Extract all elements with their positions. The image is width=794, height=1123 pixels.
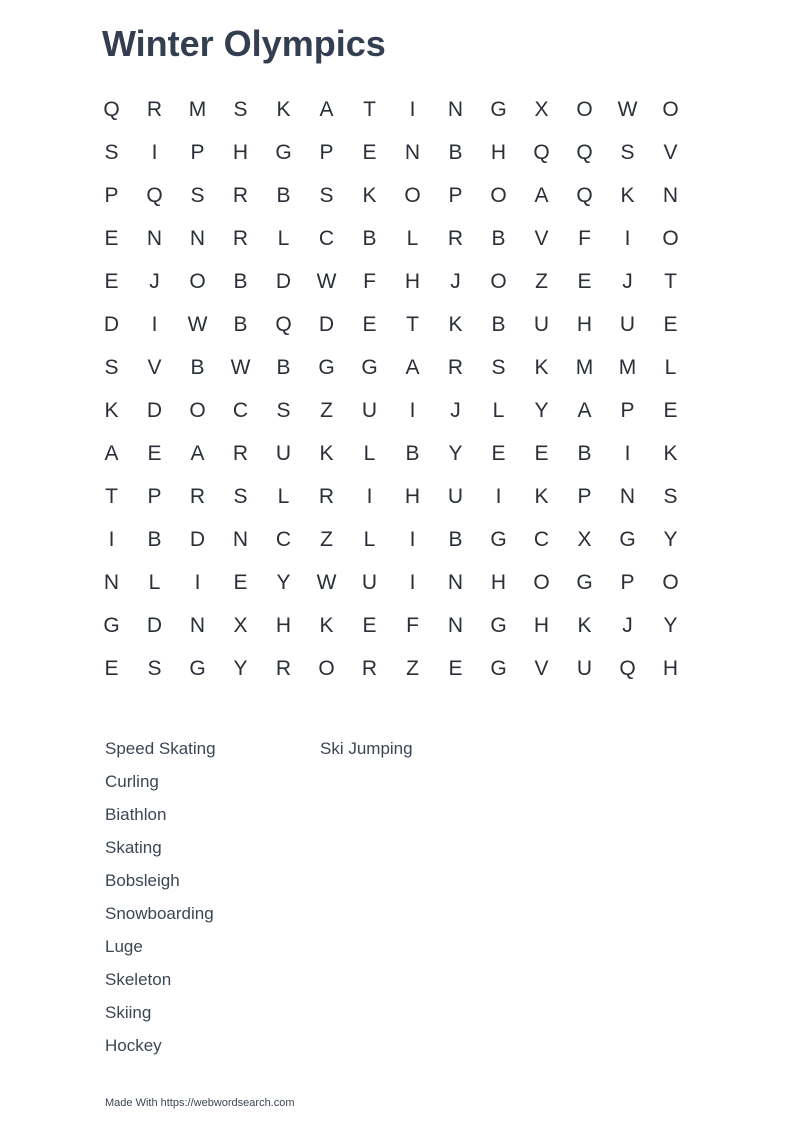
grid-letter: I [624,442,631,465]
grid-letter: K [448,313,463,336]
grid-letter: V [663,141,678,164]
grid-letter: N [232,528,249,551]
grid-letter: Y [233,657,248,680]
word-list-item: Biathlon [105,805,167,824]
grid-letter: N [447,614,464,637]
grid-letter: X [233,614,248,637]
grid-letter: C [275,528,292,551]
grid-letter: Z [320,399,333,422]
grid-letter: G [576,571,593,594]
grid-letter: O [490,184,507,207]
grid-letter: S [147,657,162,680]
grid-letter: Y [534,399,549,422]
grid-letter: E [534,442,549,465]
grid-letter: K [620,184,635,207]
grid-letter: X [577,528,592,551]
grid-letter: L [363,528,376,551]
grid-letter: Y [663,528,678,551]
grid-letter: Z [320,528,333,551]
grid-letter: T [363,98,376,121]
grid-row [90,131,692,174]
grid-letter: D [146,614,163,637]
grid-row [90,561,692,604]
grid-letter: P [190,141,205,164]
grid-letter: S [233,485,248,508]
grid-letter: O [662,227,679,250]
grid-letter: O [576,98,593,121]
word-list-item: Ski Jumping [320,739,413,758]
grid-letter: G [490,657,507,680]
grid-letter: J [450,399,461,422]
grid-letter: Y [276,571,291,594]
grid-letter: B [233,313,248,336]
grid-letter: H [404,485,421,508]
grid-letter: A [405,356,420,379]
grid-letter: C [318,227,335,250]
grid-letter: H [275,614,292,637]
grid-letter: H [662,657,679,680]
grid-letter: P [620,571,635,594]
grid-letter: F [406,614,419,637]
grid-letter: A [534,184,549,207]
grid-letter: I [624,227,631,250]
grid-letter: Q [576,184,593,207]
grid-letter: B [362,227,377,250]
grid-letter: U [619,313,636,336]
grid-letter: I [151,313,158,336]
grid-letter: K [663,442,678,465]
grid-letter: L [664,356,677,379]
grid-letter: M [575,356,594,379]
grid-letter: W [617,98,638,121]
grid-letter: E [491,442,506,465]
grid-letter: O [189,270,206,293]
grid-letter: S [276,399,291,422]
grid-letter: P [104,184,119,207]
grid-letter: Z [406,657,419,680]
grid-letter: K [362,184,377,207]
grid-row [90,88,692,131]
word-list-item: Luge [105,937,143,956]
grid-letter: Q [576,141,593,164]
grid-letter: S [491,356,506,379]
grid-row [90,217,692,260]
grid-letter: D [318,313,335,336]
word-list-item: Curling [105,772,159,791]
grid-letter: W [316,571,337,594]
grid-letter: H [490,571,507,594]
grid-letter: R [189,485,206,508]
grid-letter: A [577,399,592,422]
grid-letter: E [147,442,162,465]
grid-letter: O [404,184,421,207]
grid-letter: U [533,313,550,336]
grid-letter: E [104,270,119,293]
grid-letter: D [189,528,206,551]
grid-letter: B [147,528,162,551]
grid-row [90,475,692,518]
grid-letter: N [404,141,421,164]
grid-letter: A [319,98,334,121]
grid-letter: I [366,485,373,508]
grid-letter: O [490,270,507,293]
grid-row [90,518,692,561]
grid-letter: X [534,98,549,121]
grid-letter: D [275,270,292,293]
grid-letter: G [490,528,507,551]
grid-letter: K [104,399,119,422]
grid-letter: L [148,571,161,594]
grid-letter: E [362,313,377,336]
grid-letter: R [232,442,249,465]
grid-letter: L [277,227,290,250]
grid-letter: E [663,313,678,336]
grid-letter: A [104,442,119,465]
grid-letter: R [232,184,249,207]
grid-letter: Z [535,270,548,293]
grid-letter: O [662,571,679,594]
grid-letter: N [447,571,464,594]
page-title: Winter Olympics [102,23,386,64]
grid-letter: Y [663,614,678,637]
grid-letter: S [663,485,678,508]
grid-letter: I [108,528,115,551]
grid-letter: S [190,184,205,207]
grid-letter: J [450,270,461,293]
grid-letter: G [619,528,636,551]
grid-letter: D [103,313,120,336]
grid-row [90,174,692,217]
grid-letter: K [276,98,291,121]
grid-letter: K [534,485,549,508]
grid-letter: S [104,141,119,164]
grid-letter: R [275,657,292,680]
grid-letter: A [190,442,205,465]
grid-letter: N [189,614,206,637]
word-list-item: Hockey [105,1036,162,1055]
grid-letter: V [147,356,162,379]
grid-letter: B [577,442,592,465]
letter-grid [90,88,692,690]
grid-letter: L [277,485,290,508]
word-list-item: Speed Skating [105,739,216,758]
grid-letter: V [534,657,549,680]
grid-letter: R [447,227,464,250]
grid-letter: R [318,485,335,508]
grid-letter: K [534,356,549,379]
grid-letter: H [490,141,507,164]
grid-letter: L [492,399,505,422]
grid-letter: G [189,657,206,680]
grid-letter: U [361,571,378,594]
grid-letter: H [576,313,593,336]
grid-letter: M [188,98,207,121]
grid-letter: N [103,571,120,594]
grid-letter: S [620,141,635,164]
grid-letter: G [490,98,507,121]
grid-letter: S [319,184,334,207]
grid-letter: G [490,614,507,637]
grid-letter: O [189,399,206,422]
grid-letter: H [232,141,249,164]
footer-credit: Made With https://webwordsearch.com [105,1097,295,1109]
grid-letter: H [533,614,550,637]
grid-letter: I [409,571,416,594]
grid-letter: I [194,571,201,594]
grid-letter: N [189,227,206,250]
grid-letter: I [495,485,502,508]
grid-letter: S [233,98,248,121]
grid-letter: N [146,227,163,250]
grid-letter: I [151,141,158,164]
grid-letter: N [662,184,679,207]
grid-letter: G [275,141,292,164]
grid-letter: E [104,657,119,680]
grid-letter: O [662,98,679,121]
grid-letter: G [318,356,335,379]
grid-letter: T [664,270,677,293]
grid-row [90,604,692,647]
word-list-item: Skiing [105,1003,152,1022]
grid-letter: U [361,399,378,422]
grid-letter: P [319,141,334,164]
grid-letter: O [533,571,550,594]
grid-letter: T [406,313,419,336]
grid-letter: J [622,614,633,637]
grid-row [90,432,692,475]
grid-letter: E [663,399,678,422]
grid-letter: C [533,528,550,551]
grid-row [90,647,692,690]
grid-letter: P [448,184,463,207]
grid-letter: R [447,356,464,379]
grid-letter: R [232,227,249,250]
grid-letter: F [578,227,591,250]
grid-letter: B [276,356,291,379]
grid-letter: K [577,614,592,637]
grid-letter: L [406,227,419,250]
grid-letter: B [491,227,506,250]
grid-letter: B [448,141,463,164]
grid-letter: L [363,442,376,465]
grid-row [90,389,692,432]
grid-letter: W [230,356,251,379]
grid-letter: V [534,227,549,250]
grid-letter: E [577,270,592,293]
word-list-item: Skating [105,838,162,857]
grid-letter: I [409,98,416,121]
grid-letter: E [104,227,119,250]
grid-letter: Y [448,442,463,465]
grid-letter: P [620,399,635,422]
grid-letter: W [316,270,337,293]
grid-letter: Q [619,657,636,680]
grid-row [90,303,692,346]
grid-letter: W [187,313,208,336]
grid-letter: S [104,356,119,379]
grid-letter: Q [103,98,120,121]
grid-letter: I [409,528,416,551]
grid-letter: N [619,485,636,508]
grid-letter: K [319,614,334,637]
grid-letter: I [409,399,416,422]
grid-letter: G [103,614,120,637]
grid-letter: B [448,528,463,551]
grid-letter: T [105,485,118,508]
grid-letter: H [404,270,421,293]
grid-letter: U [576,657,593,680]
grid-letter: O [318,657,335,680]
grid-letter: B [405,442,420,465]
grid-letter: D [146,399,163,422]
grid-letter: R [146,98,163,121]
grid-letter: C [232,399,249,422]
grid-letter: P [577,485,592,508]
grid-letter: B [276,184,291,207]
word-list-item: Skeleton [105,970,172,989]
word-list-item: Snowboarding [105,904,214,923]
grid-letter: J [622,270,633,293]
grid-letter: U [275,442,292,465]
grid-letter: E [362,141,377,164]
grid-letter: P [147,485,162,508]
grid-letter: Q [275,313,292,336]
word-list-item: Bobsleigh [105,871,180,890]
grid-row [90,346,692,389]
grid-letter: J [149,270,160,293]
grid-letter: G [361,356,378,379]
grid-letter: B [233,270,248,293]
grid-letter: R [361,657,378,680]
grid-letter: M [618,356,637,379]
grid-letter: U [447,485,464,508]
grid-row [90,260,692,303]
grid-letter: Q [533,141,550,164]
word-list [105,737,535,1067]
grid-letter: K [319,442,334,465]
grid-letter: E [448,657,463,680]
grid-letter: E [362,614,377,637]
grid-letter: Q [146,184,163,207]
grid-letter: B [190,356,205,379]
grid-letter: F [363,270,376,293]
grid-letter: E [233,571,248,594]
grid-letter: N [447,98,464,121]
grid-letter: B [491,313,506,336]
